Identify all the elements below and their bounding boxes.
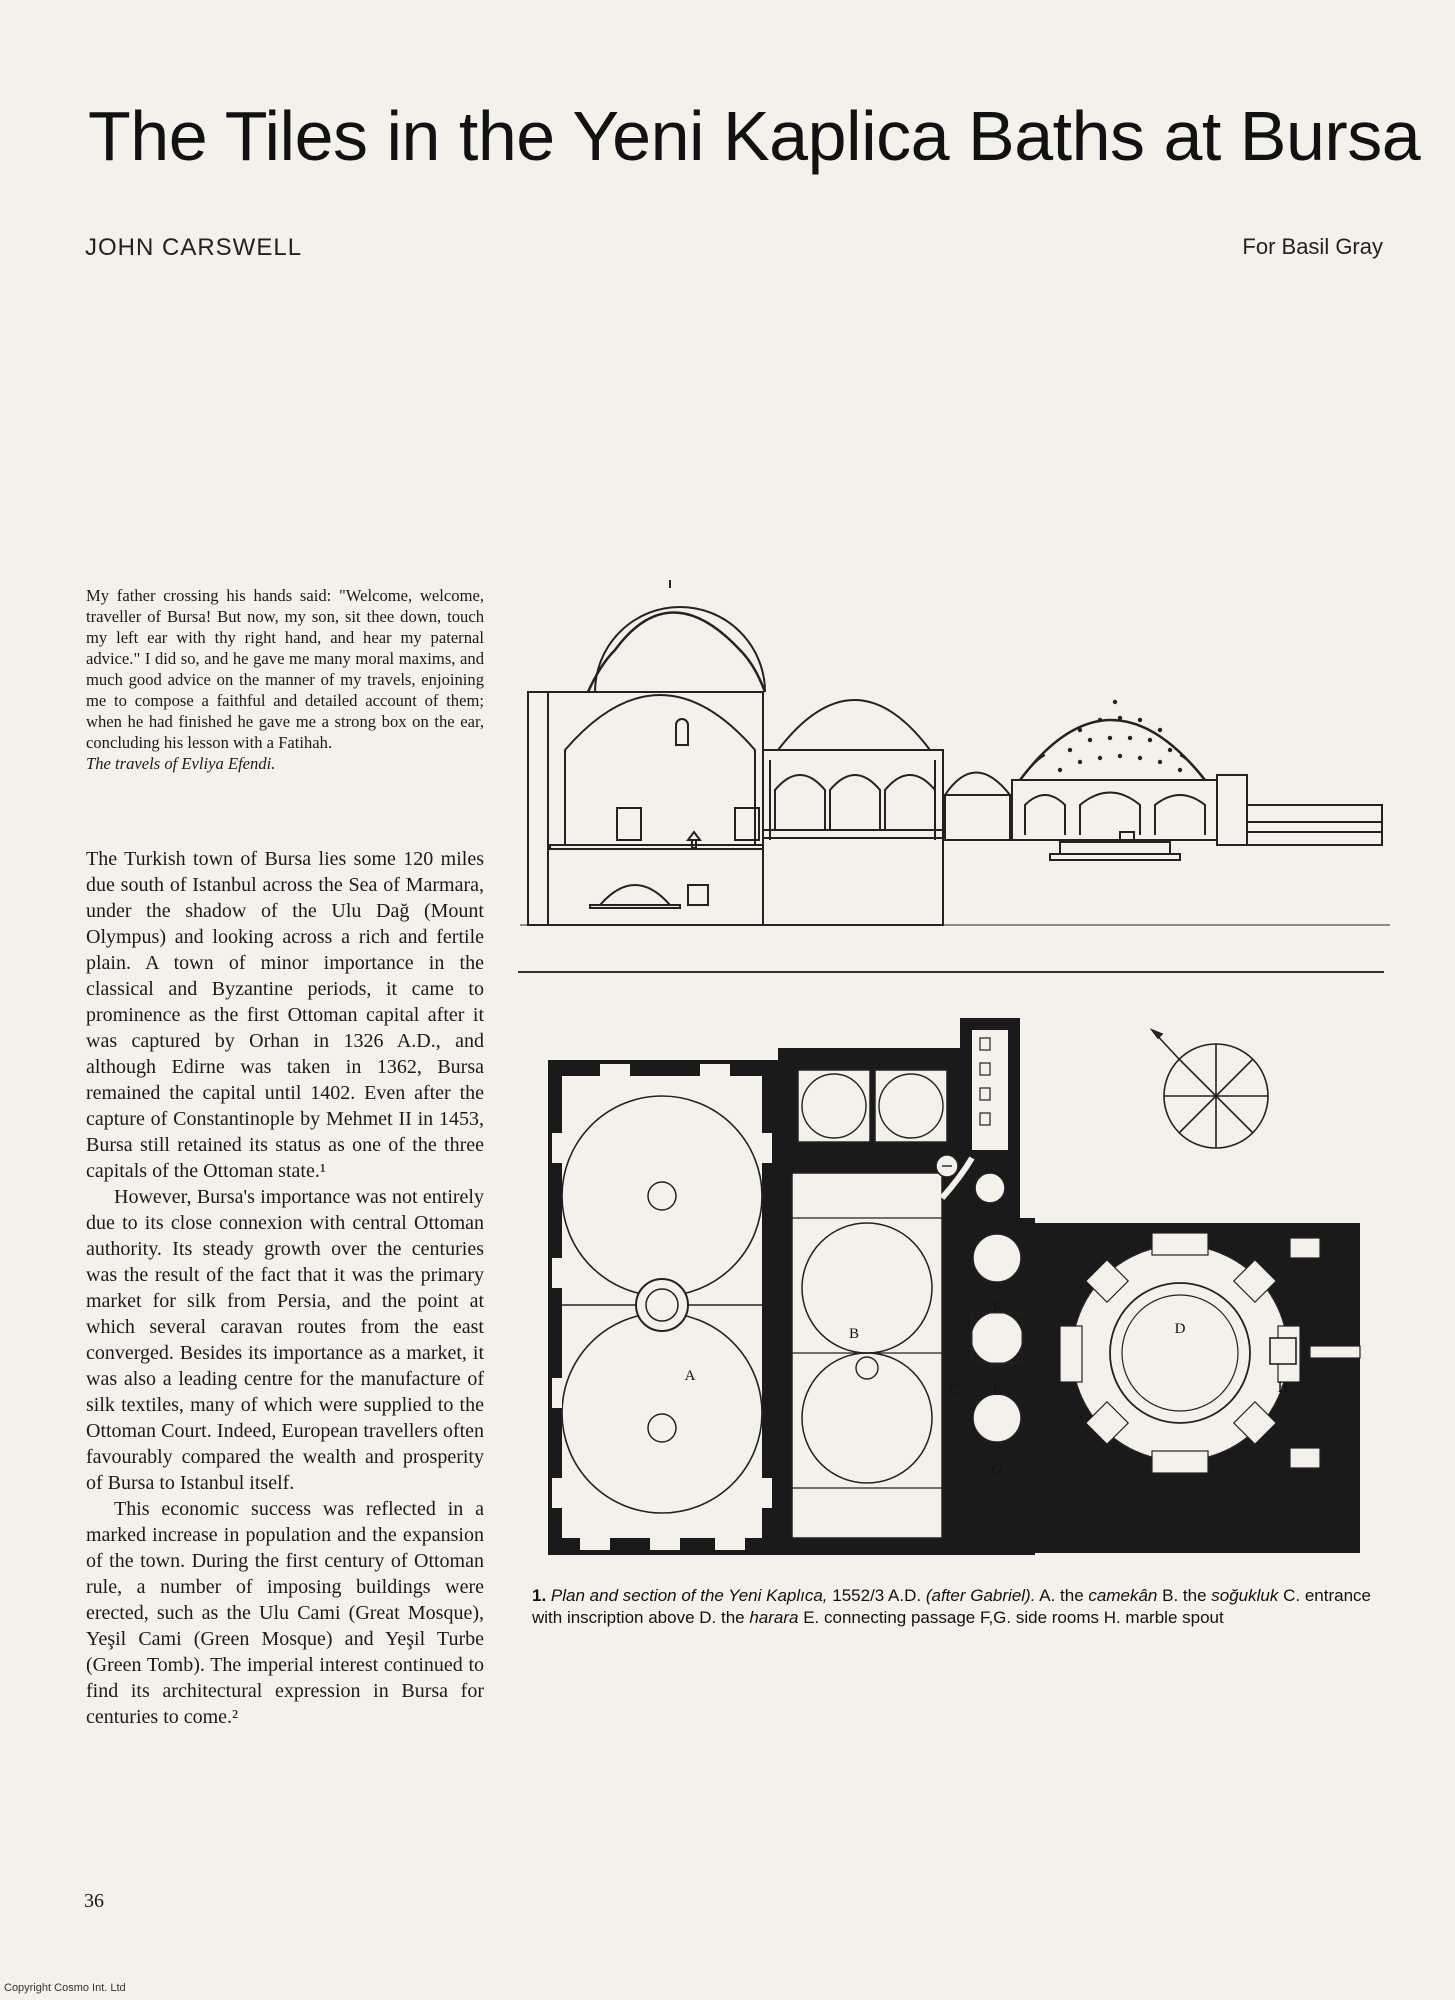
figure-caption (532, 1585, 1386, 1629)
caption-a: A. the (1039, 1586, 1084, 1605)
plan-label-f: F (992, 1300, 1002, 1316)
epigraph-quote: My father crossing his hands said: "Welcome, welcome, traveller of Bursa! But now, my son, sit thee down, touch my left ear with thy right hand, and hear my paternal advice." I did so, and he gave me many moral maxims, and much good advice on the manner of my travels, enjoining me to compose a faithful and detailed account of them; when he had finished he gave me a strong box on the ear, concluding his lesson with a Fatihah. (86, 586, 484, 752)
caption-a-term: camekân (1088, 1586, 1158, 1605)
caption-number: 1. (532, 1586, 547, 1605)
copyright-notice: Copyright Cosmo Int. Ltd (4, 1982, 126, 1994)
plan-drawing (540, 1008, 1370, 1568)
caption-rest: E. connecting passage F,G. side rooms H. marble spout (803, 1608, 1224, 1627)
paragraph: The Turkish town of Bursa lies some 120 miles due south of Istanbul across the Sea of Marmara, under the shadow of the Ulu Dağ (Mount Olympus) and looking across a rich and fertile plain. A town of minor importance in the classical and Byzantine periods, it came to prominence as the first Ottoman capital after it was captured by Orhan in 1326 A.D., and although Edirne was taken in 1362, Bursa remained the capital until 1402. Even after the capture of Constantinople by Mehmet II in 1453, Bursa still retained its status as one of the three capitals of the Ottoman state.¹ (86, 848, 484, 1182)
paragraph: However, Bursa's importance was not entirely due to its close connexion with central Ottoman authority. Its steady growth over the centuries was the result of the fact that it was the primary market for silk from Persia, and the point at which several caravan routes from the east converged. Besides its importance as a market, it was also a leading centre for the manufacture of silk textiles, many of which were supplied to the Ottoman Court. Indeed, European travellers often favourably compared the wealth and prosperity of Bursa to Istanbul itself. (86, 1186, 484, 1494)
caption-b: B. the (1162, 1586, 1207, 1605)
plan-label-b: B (848, 1326, 860, 1342)
epigraph (86, 585, 484, 774)
plan-label-e: E (992, 1383, 1002, 1399)
paragraph: This economic success was reflected in a marked increase in population and the expansion of the town. During the first century of Ottoman rule, a number of imposing buildings were erected, such as the Ulu Cami (Great Mosque), Yeşil Cami (Green Mosque) and Yeşil Turbe (Green Tomb). The imperial interest continued to find its architectural expression in Bursa for centuries to come.² (86, 1498, 484, 1728)
horizontal-rule (518, 971, 1384, 973)
caption-date: 1552/3 A.D. (832, 1586, 922, 1605)
body-text (86, 846, 484, 1730)
dedication: For Basil Gray (1242, 234, 1383, 259)
author-name: JOHN CARSWELL (85, 234, 303, 261)
north-arrow-icon (1152, 1030, 1268, 1148)
plan-label-g: G (991, 1462, 1003, 1478)
plan-label-a: A (684, 1368, 696, 1384)
caption-c: C. entrance with inscription above D. the (532, 1586, 1371, 1627)
section-drawing (520, 580, 1390, 940)
epigraph-source: The travels of Evliya Efendi. (86, 754, 276, 773)
article-title: The Tiles in the Yeni Kaplica Baths at Bursa (88, 97, 1421, 175)
plan-label-h: H (1277, 1380, 1289, 1396)
page-number: 36 (84, 1890, 104, 1912)
caption-d-term: harara (749, 1608, 799, 1627)
plan-label-d: D (1174, 1321, 1186, 1337)
caption-title: Plan and section of the Yeni Kaplıca, (550, 1586, 828, 1605)
caption-credit: (after Gabriel). (925, 1586, 1036, 1605)
caption-b-term: soğukluk (1211, 1586, 1279, 1605)
plan-label-c: C (948, 1382, 960, 1398)
